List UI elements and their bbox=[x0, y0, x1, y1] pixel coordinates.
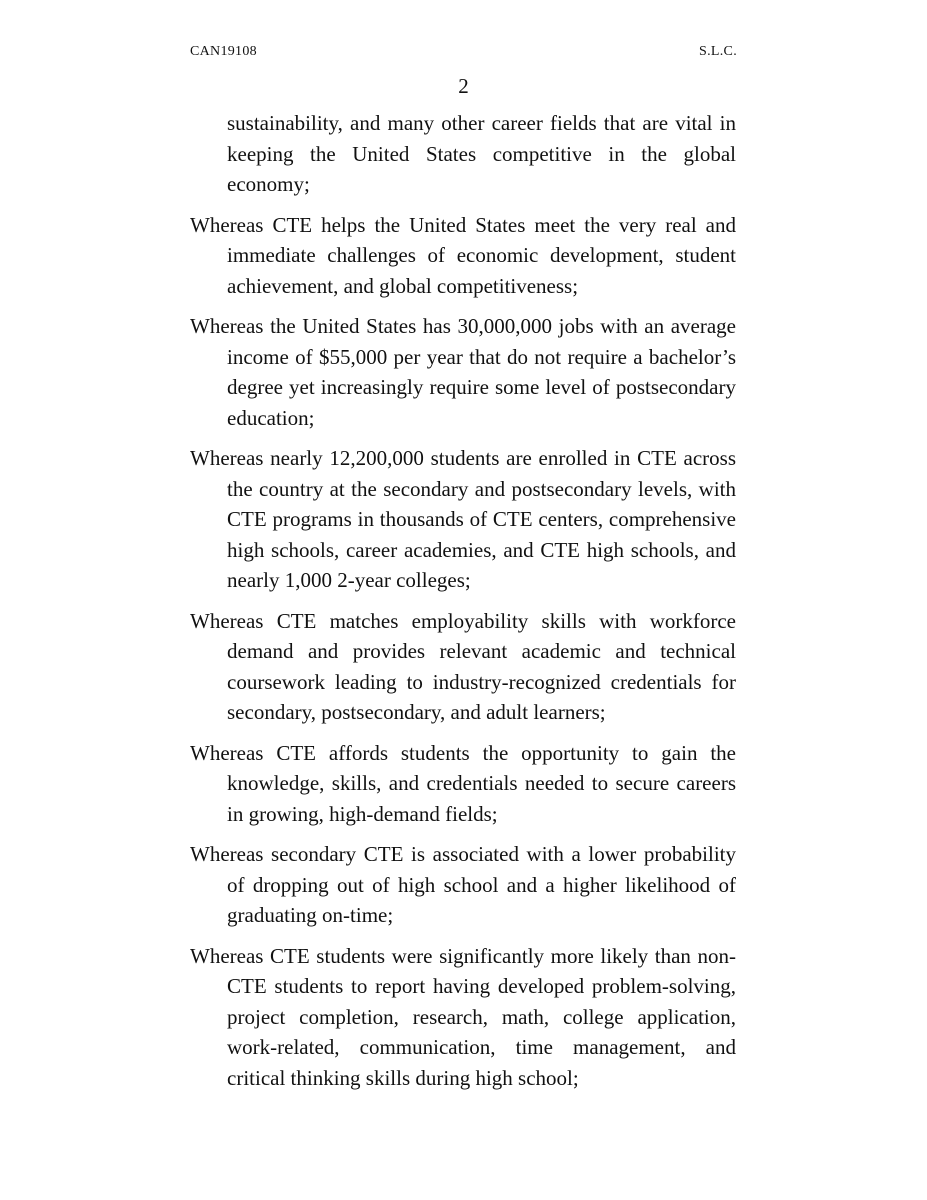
whereas-clause: Whereas CTE matches employability skills with workforce demand and provides relevant academic and technical coursework leading to industry-recognized credentials for secondary, postsecondary, and adult learners; bbox=[190, 608, 736, 724]
document-id: CAN19108 bbox=[190, 44, 257, 59]
page-number: 2 bbox=[458, 74, 469, 98]
whereas-clause: Whereas secondary CTE is associated with a lower probability of dropping out of high school and a higher likelihood of graduating on-time; bbox=[190, 842, 736, 927]
whereas-clause: Whereas nearly 12,200,000 students are enrolled in CTE across the country at the secondary and postsecondary levels, with CTE programs in thousands of CTE centers, comprehensive high schools, career academies, and CTE high schools, and nearly 1,000 2-year colleges; bbox=[190, 446, 736, 592]
office-code: S.L.C. bbox=[699, 44, 737, 59]
continued-paragraph: sustainability, and many other career fields that are vital in keeping the United States competitive in the global economy; bbox=[227, 111, 736, 196]
whereas-clause: Whereas CTE helps the United States meet the very real and immediate challenges of economic development, student achievement, and global competitiveness; bbox=[190, 212, 736, 298]
whereas-clause: Whereas the United States has 30,000,000 jobs with an average income of $55,000 per year that do not require a bachelor’s degree yet increasingly require some level of postsecondary education; bbox=[190, 314, 736, 430]
whereas-clause: Whereas CTE students were significantly more likely than non-CTE students to report having developed problem-solving, project completion, research, math, college application, work-related, communication, time management, and critical thinking skills during high school; bbox=[190, 943, 736, 1090]
whereas-clause: Whereas CTE affords students the opportunity to gain the knowledge, skills, and credentials needed to secure careers in growing, high-demand fields; bbox=[190, 740, 736, 826]
resolution-body bbox=[190, 108, 736, 1103]
